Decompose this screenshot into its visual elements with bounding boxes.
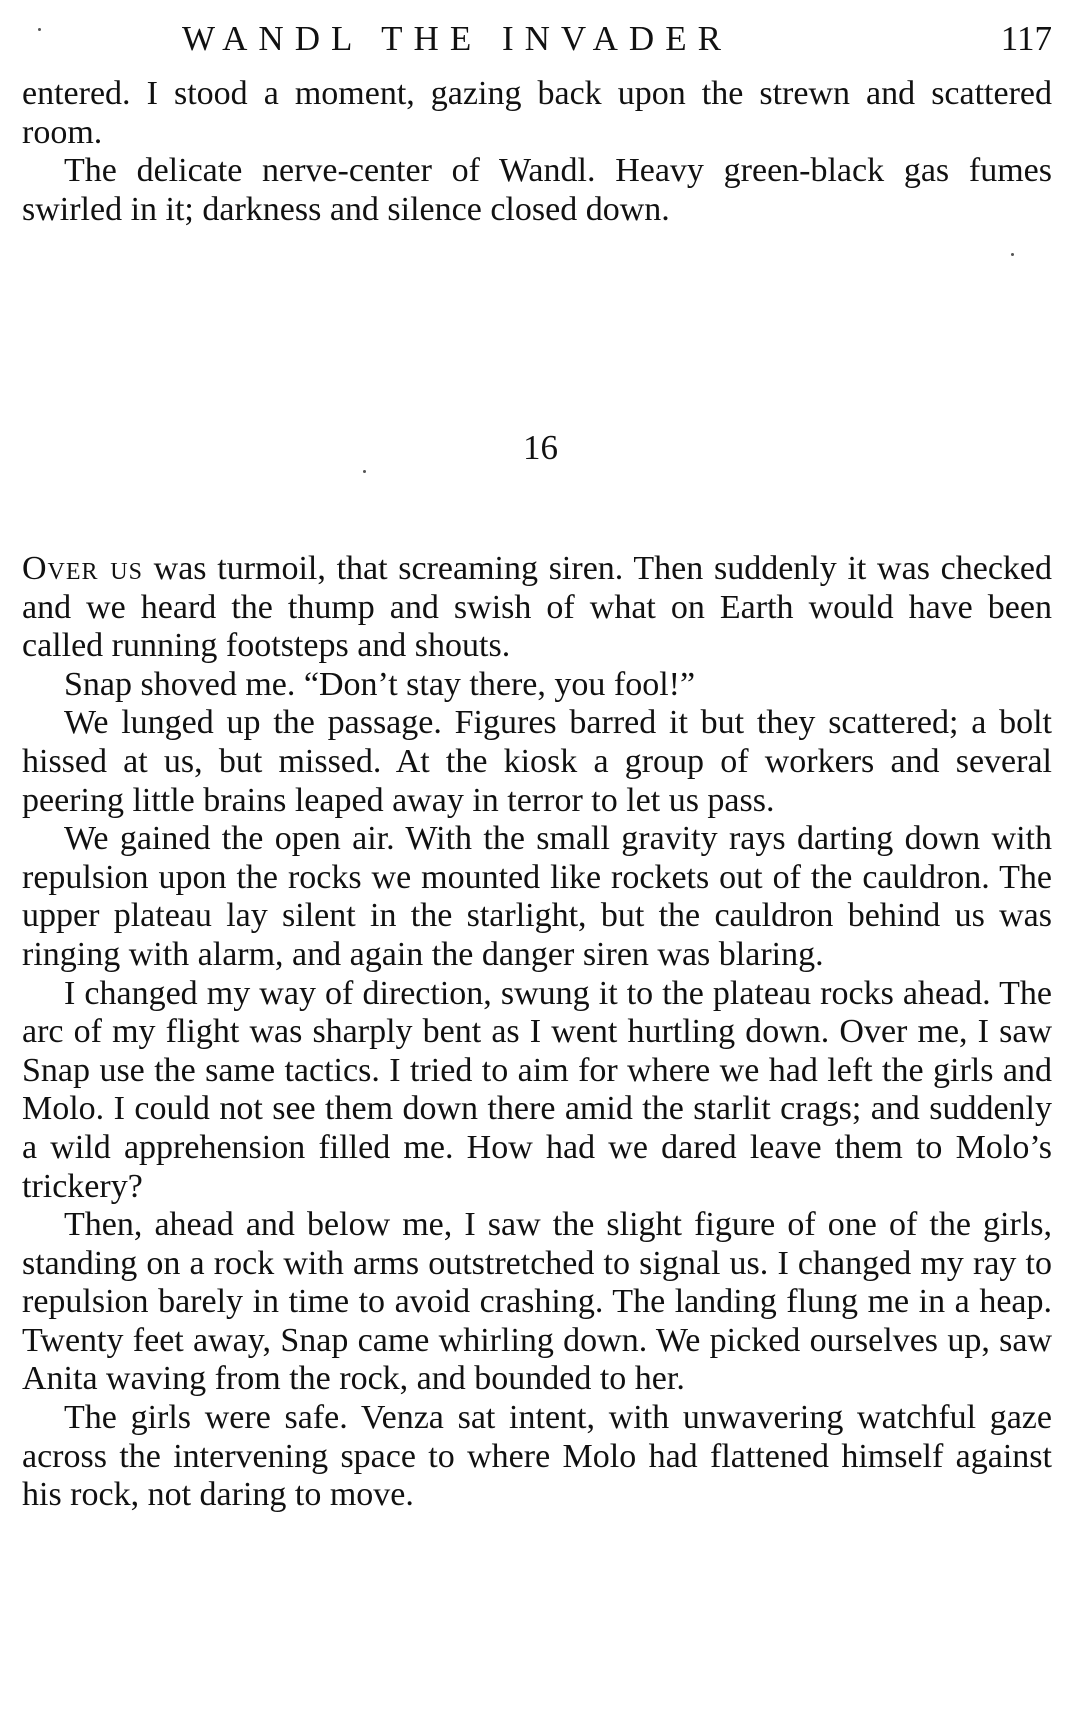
intro-paragraph-1: entered. I stood a moment, gazing back upon the strewn and scattered room. — [22, 75, 1052, 151]
running-title: WANDL THE INVADER — [182, 19, 732, 58]
intro-text — [22, 75, 1052, 229]
page-header — [22, 14, 1052, 64]
chapter-number: 16 — [523, 428, 558, 467]
chapter-paragraph-4: We gained the open air. With the small gravity rays darting down with repulsion upon the rocks we mounted like rockets out of the cauldron. The upper plateau lay silent in the starlight, but the cauldron behind us was ringing with alarm, and again the danger siren was blaring. — [22, 820, 1052, 973]
chapter-opening-rest: was turmoil, that screaming siren. Then suddenly it was checked and we heard the thump and swish of what on Earth would have been called running footsteps and shouts. — [22, 550, 1053, 665]
page-number: 117 — [1000, 19, 1052, 58]
intro-paragraph-2: The delicate nerve-center of Wandl. Heavy green-black gas fumes swirled in it; darkness and silence closed down. — [22, 152, 1052, 228]
chapter-body — [22, 550, 1052, 1515]
chapter-paragraph-7: The girls were safe. Venza sat intent, with unwavering watchful gaze across the intervening space to where Molo had flattened himself against his rock, not daring to move. — [22, 1399, 1052, 1514]
chapter-opening-paragraph — [22, 550, 1052, 666]
print-speck — [1011, 253, 1014, 256]
print-speck — [38, 28, 41, 31]
chapter-paragraph-3: We lunged up the passage. Figures barred it but they scattered; a bolt hissed at us, but missed. At the kiosk a group of workers and several peering little brains leaped away in terror to let us pass. — [22, 704, 1052, 819]
print-speck — [363, 470, 366, 473]
chapter-paragraph-6: Then, ahead and below me, I saw the slight figure of one of the girls, standing on a rock with arms outstretched to signal us. I changed my ray to repulsion barely in time to avoid crashing. The landing flung me in a heap. Twenty feet away, Snap came whirling down. We picked ourselves up, saw Anita waving from the rock, and bounded to her. — [22, 1206, 1052, 1398]
chapter-paragraph-5: I changed my way of direction, swung it to the plateau rocks ahead. The arc of my flight was sharply bent as I went hurtling down. Over me, I saw Snap use the same tactics. I tried to aim for where we had left the girls and Molo. I could not see them down there amid the starlit crags; and suddenly a wild apprehension filled me. How had we dared leave them to Molo’s trickery? — [22, 974, 1052, 1205]
chapter-paragraph-2: Snap shoved me. “Don’t stay there, you fool!” — [64, 665, 696, 703]
chapter-opening-words: Over us — [22, 550, 143, 587]
